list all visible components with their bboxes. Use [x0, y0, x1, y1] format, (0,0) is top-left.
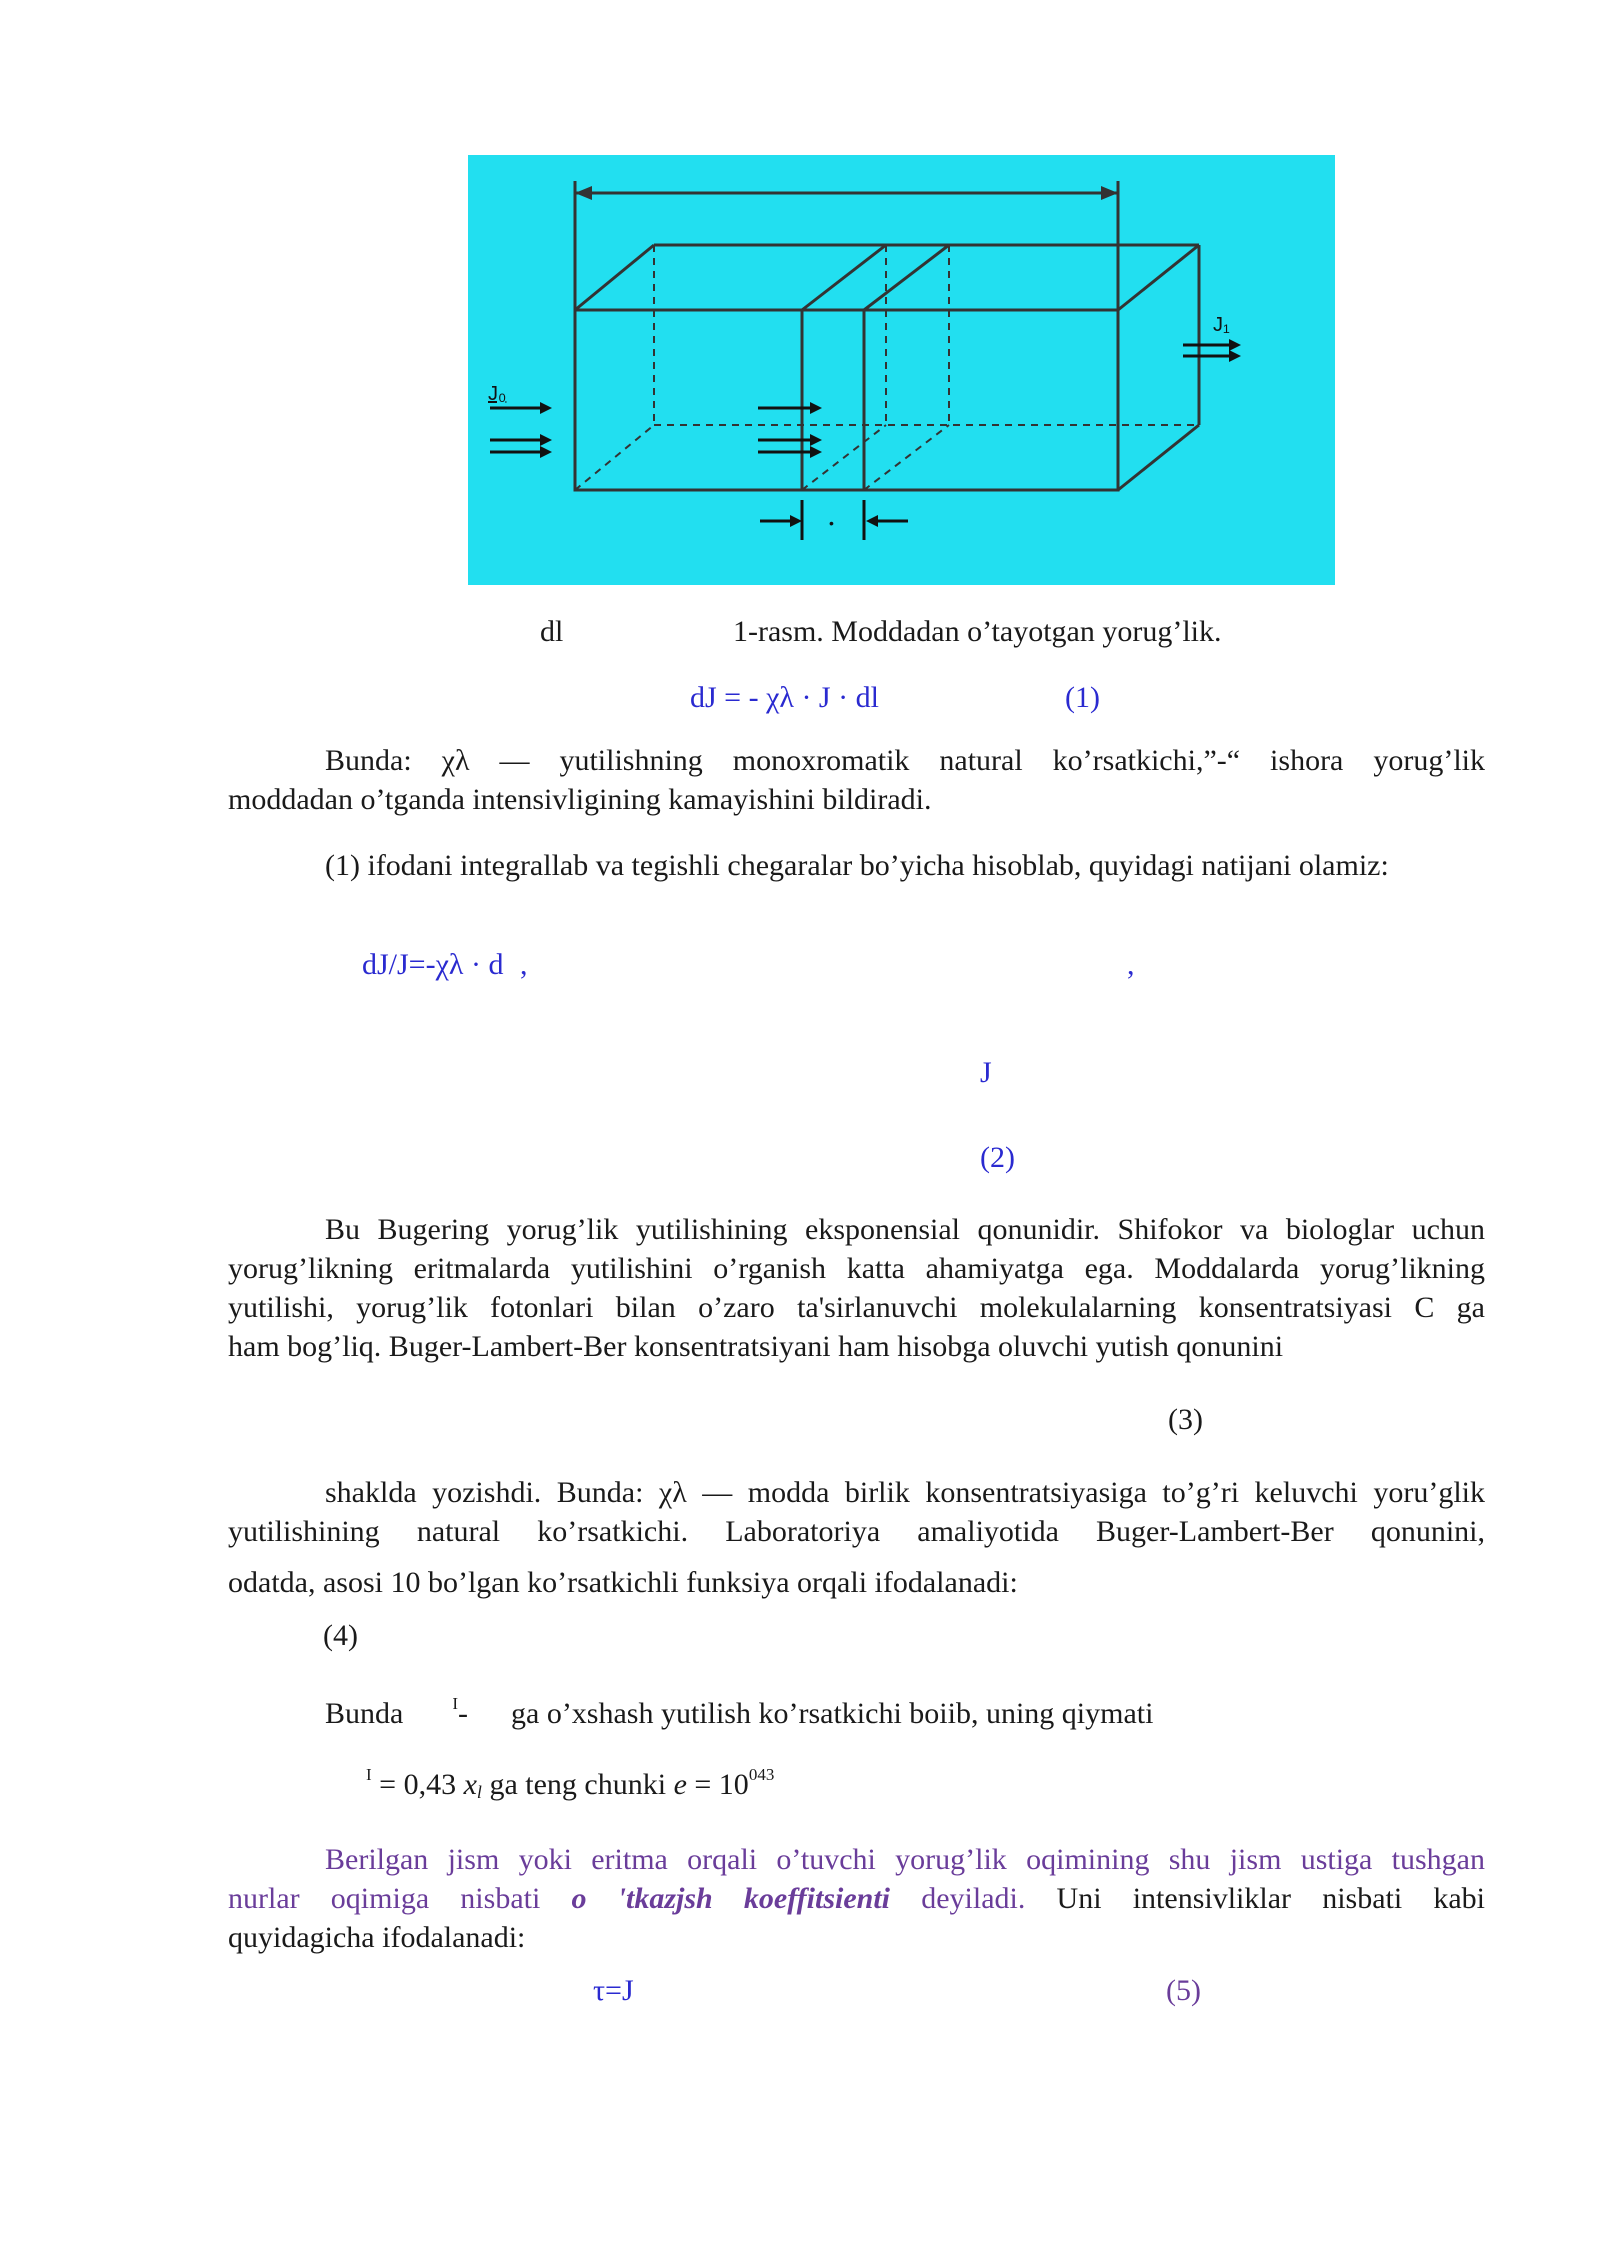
paragraph-6-e: e — [673, 1768, 687, 1801]
paragraph-3-line-1: Bu Bugering yorug’lik yutilishining eksponensial qonunidir. Shifokor va biologlar uchun — [325, 1213, 1485, 1246]
label-dot: • — [829, 515, 834, 531]
paragraph-7 — [228, 1840, 1485, 1957]
paragraph-6-eq: = 10 — [694, 1768, 749, 1801]
label-jl: J₁ — [1213, 314, 1230, 336]
paragraph-3 — [228, 1210, 1485, 1366]
equation-2-j: J — [980, 1056, 992, 1089]
paragraph-4-line-3: odatda, asosi 10 bo’lgan ko’rsatkichli funksiya orqali ifodalanadi: — [228, 1566, 1018, 1599]
equation-5-number: (5) — [1166, 1974, 1201, 2007]
paragraph-4-line-1: shaklda yozishdi. Bunda: χλ — modda birlik konsentratsiyasiga to’g’ri keluvchi yoru’glik — [325, 1476, 1485, 1509]
paragraph-5-mark: I — [452, 1694, 458, 1713]
paragraph-6 — [366, 1755, 774, 1812]
paragraph-4-line-2: yutilishining natural ko’rsatkichi. Laboratoriya amaliyotida Buger-Lambert-Ber qonunini, — [228, 1515, 1485, 1548]
paragraph-6-mid: ga teng chunki — [489, 1768, 667, 1801]
paragraph-6-x-sub: l — [476, 1782, 482, 1802]
paragraph-6-mark: I — [366, 1765, 372, 1784]
paragraph-7-line-2a: nurlar oqimiga nisbati — [228, 1882, 541, 1915]
equation-3-number: (3) — [1168, 1403, 1203, 1436]
paragraph-3-line-2: yorug’likning eritmalarda yutilishini o’rganish katta ahamiyatga ega. Moddalarda yorug’likning — [228, 1252, 1485, 1285]
paragraph-5-dash: - — [458, 1697, 468, 1730]
paragraph-5-bunda: Bunda — [325, 1697, 404, 1730]
equation-4-number: (4) — [323, 1619, 358, 1652]
paragraph-1-line-1: Bunda: χλ — yutilishning monoxromatik natural ko’rsatkichi,”-“ ishora yorug’lik — [325, 744, 1485, 777]
paragraph-7-line-1: Berilgan jism yoki eritma orqali o’tuvchi yorug’lik oqimining shu jism ustiga tushgan — [325, 1843, 1485, 1876]
equation-2: dJ/J=-χλ · d — [362, 948, 504, 981]
paragraph-1 — [228, 741, 1485, 819]
paragraph-5 — [325, 1684, 1153, 1733]
equation-1: dJ = - χλ · J · dl — [690, 681, 879, 714]
paragraph-5-rest: ga o’xshash yutilish ko’rsatkichi boiib, uning qiymati — [511, 1697, 1154, 1730]
paragraph-3-line-4: ham bog’liq. Buger-Lambert-Ber konsentratsiyani ham hisobga oluvchi yutish qonunini — [228, 1330, 1284, 1363]
paragraph-6-exp: 043 — [748, 1765, 775, 1784]
paragraph-4 — [228, 1473, 1485, 1602]
equation-5: τ=J — [593, 1974, 634, 2007]
paragraph-7-line-2d: Uni intensivliklar nisbati kabi — [1056, 1882, 1486, 1915]
equation-1-number: (1) — [1065, 681, 1100, 714]
equation-2-number: (2) — [980, 1141, 1015, 1174]
equation-2-comma-2: , — [1127, 948, 1135, 981]
paragraph-2: (1) ifodani integrallab va tegishli chegaralar bo’yicha hisoblab, quyidagi natijani olamiz: — [325, 849, 1389, 882]
paragraph-7-term: o 'tkazjsh koeffitsienti — [571, 1882, 891, 1915]
paragraph-1-line-2: moddadan o’tganda intensivligining kamayishini bildiradi. — [228, 783, 932, 816]
label-j0: J₀ — [488, 383, 507, 405]
paragraph-6-text: = 0,43 — [379, 1768, 457, 1801]
equation-2-comma-1: , — [520, 948, 528, 981]
paragraph-7-line-3: quyidagicha ifodalanadi: — [228, 1921, 526, 1954]
paragraph-6-x: x — [463, 1768, 477, 1801]
paragraph-3-line-3: yutilishi, yorug’lik fotonlari bilan o’zaro ta'sirlanuvchi molekulalarning konsentratsiyasi C ga — [228, 1291, 1485, 1324]
figure-caption: 1-rasm. Moddadan o’tayotgan yorug’lik. — [733, 615, 1222, 648]
caption-dl: dl — [540, 615, 564, 648]
figure-light-absorption-diagram — [468, 155, 1335, 585]
paragraph-7-line-2c: deyiladi. — [921, 1882, 1026, 1915]
